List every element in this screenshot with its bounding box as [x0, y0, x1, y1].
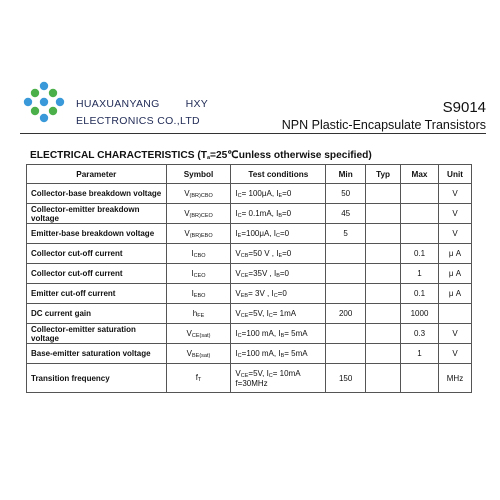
cell-max: 1: [401, 344, 439, 364]
cell-test-conditions: $I_E=100\mu A$, $I_C=0$: [231, 224, 326, 244]
cell-symbol: [166, 264, 231, 284]
symbol-base: V: [184, 228, 190, 238]
cell-symbol: [166, 364, 231, 393]
cell-symbol: [166, 204, 231, 224]
cell-min: [326, 264, 366, 284]
cell-max: [401, 224, 439, 244]
cell-min: 45: [326, 204, 366, 224]
section-title: [30, 150, 372, 161]
cell-unit: μ A: [438, 264, 471, 284]
symbol-base: V: [184, 188, 190, 198]
table-row: [27, 184, 472, 204]
cell-min: [326, 344, 366, 364]
symbol-subscript: BE(sat): [191, 352, 211, 359]
cell-unit: μ A: [438, 284, 471, 304]
table-body: [27, 184, 472, 393]
symbol-base: I: [191, 268, 194, 278]
company-name: [76, 96, 208, 130]
table-row: [27, 204, 472, 224]
header-test-conditions: Test conditions: [231, 165, 326, 184]
cell-unit: V: [438, 204, 471, 224]
cell-unit: V: [438, 184, 471, 204]
cell-typ: [366, 304, 401, 324]
cell-test-conditions: $I_C=100$ mA, $I_B= 5mA$: [231, 344, 326, 364]
cell-min: 50: [326, 184, 366, 204]
table-row: [27, 264, 472, 284]
symbol-subscript: CBO: [193, 252, 206, 259]
cell-parameter: Emitter cut-off current: [27, 284, 167, 304]
cell-parameter: Base-emitter saturation voltage: [27, 344, 167, 364]
cell-test-conditions: $V_{CB}=50$ V , $I_E=0$: [231, 244, 326, 264]
table-header-row: [27, 165, 472, 184]
table-row: [27, 324, 472, 344]
cell-parameter: Collector-emitter breakdown voltage: [27, 204, 167, 224]
header-unit: Unit: [438, 165, 471, 184]
company-name-line1: HUAXUANYANG: [76, 98, 160, 110]
company-logo: [22, 80, 66, 124]
cell-parameter: Collector cut-off current: [27, 244, 167, 264]
header-max: Max: [401, 165, 439, 184]
cell-test-conditions: $V_{EB}= 3V$ , $I_C=0$: [231, 284, 326, 304]
cell-unit: MHz: [438, 364, 471, 393]
table-row: [27, 364, 472, 393]
symbol-base: V: [186, 328, 192, 338]
cell-parameter: Emitter-base breakdown voltage: [27, 224, 167, 244]
cell-typ: [366, 324, 401, 344]
cell-min: 5: [326, 224, 366, 244]
cell-unit: μ A: [438, 244, 471, 264]
cell-symbol: [166, 304, 231, 324]
symbol-base: V: [186, 348, 192, 358]
symbol-subscript: (BR)CEO: [189, 212, 213, 219]
electrical-characteristics-table: [26, 164, 472, 393]
cell-typ: [366, 364, 401, 393]
cell-typ: [366, 184, 401, 204]
cell-test-conditions: $I_C= 100\mu A$, $I_E=0$: [231, 184, 326, 204]
header-typ: Typ: [366, 165, 401, 184]
cell-min: [326, 244, 366, 264]
cell-symbol: [166, 324, 231, 344]
symbol-subscript: (BR)EBO: [189, 232, 213, 239]
section-title-suffix: =25℃unless otherwise specified): [210, 150, 372, 161]
cell-typ: [366, 224, 401, 244]
symbol-subscript: EBO: [193, 292, 206, 299]
cell-max: 0.3: [401, 324, 439, 344]
cell-symbol: [166, 184, 231, 204]
cell-unit: V: [438, 324, 471, 344]
symbol-subscript: (BR)CBO: [189, 192, 213, 199]
cell-test-conditions: $V_{CE}=35V$ , $I_B=0$: [231, 264, 326, 284]
cell-test-conditions: $I_C= 0.1mA$, $I_B=0$: [231, 204, 326, 224]
table-row: [27, 244, 472, 264]
company-brand: HXY: [185, 98, 209, 110]
cell-test-conditions: $V_{CE}=5V$, $I_C= 1mA$: [231, 304, 326, 324]
section-title-prefix: ELECTRICAL CHARACTERISTICS (T: [30, 150, 207, 161]
cell-symbol: [166, 284, 231, 304]
cell-parameter: Collector-base breakdown voltage: [27, 184, 167, 204]
cell-unit: [438, 304, 471, 324]
cell-test-conditions: $I_C=100$ mA, $I_B= 5mA$: [231, 324, 326, 344]
cell-max: 1000: [401, 304, 439, 324]
cell-min: 150: [326, 364, 366, 393]
table-row: [27, 224, 472, 244]
cell-typ: [366, 344, 401, 364]
symbol-subscript: FE: [197, 312, 205, 319]
section-title-sub: a: [206, 155, 211, 161]
table-row: [27, 344, 472, 364]
header-divider: [20, 133, 486, 134]
cell-max: [401, 204, 439, 224]
symbol-base: f: [195, 373, 198, 382]
symbol-subscript: CEO: [193, 272, 206, 279]
symbol-base: h: [192, 308, 198, 318]
cell-symbol: [166, 224, 231, 244]
cell-unit: V: [438, 224, 471, 244]
cell-symbol: [166, 344, 231, 364]
cell-min: [326, 324, 366, 344]
cell-max: [401, 364, 439, 393]
cell-test-conditions: $V_{CE}=5V$, $I_C= 10mA$ f=30MHz: [231, 364, 326, 393]
cell-typ: [366, 264, 401, 284]
cell-parameter: Collector-emitter saturation voltage: [27, 324, 167, 344]
cell-max: 0.1: [401, 244, 439, 264]
cell-parameter: DC current gain: [27, 304, 167, 324]
symbol-base: I: [191, 288, 194, 298]
cell-max: [401, 184, 439, 204]
company-name-line2: ELECTRONICS CO.,LTD: [76, 115, 200, 127]
header-min: Min: [326, 165, 366, 184]
cell-typ: [366, 244, 401, 264]
symbol-base: V: [184, 208, 190, 218]
part-number: S9014: [442, 99, 486, 116]
cell-parameter: Transition frequency: [27, 364, 167, 393]
cell-typ: [366, 204, 401, 224]
table-row: [27, 284, 472, 304]
symbol-base: I: [191, 248, 194, 258]
cell-min: [326, 284, 366, 304]
part-description: NPN Plastic-Encapsulate Transistors: [281, 118, 486, 132]
header-symbol: Symbol: [166, 165, 231, 184]
table-row: [27, 304, 472, 324]
cell-typ: [366, 284, 401, 304]
cell-symbol: [166, 244, 231, 264]
cell-min: 200: [326, 304, 366, 324]
symbol-subscript: T: [197, 377, 202, 383]
symbol-subscript: CE(sat): [191, 332, 211, 339]
cell-unit: V: [438, 344, 471, 364]
header-parameter: Parameter: [27, 165, 167, 184]
cell-max: 1: [401, 264, 439, 284]
cell-max: 0.1: [401, 284, 439, 304]
cell-parameter: Collector cut-off current: [27, 264, 167, 284]
